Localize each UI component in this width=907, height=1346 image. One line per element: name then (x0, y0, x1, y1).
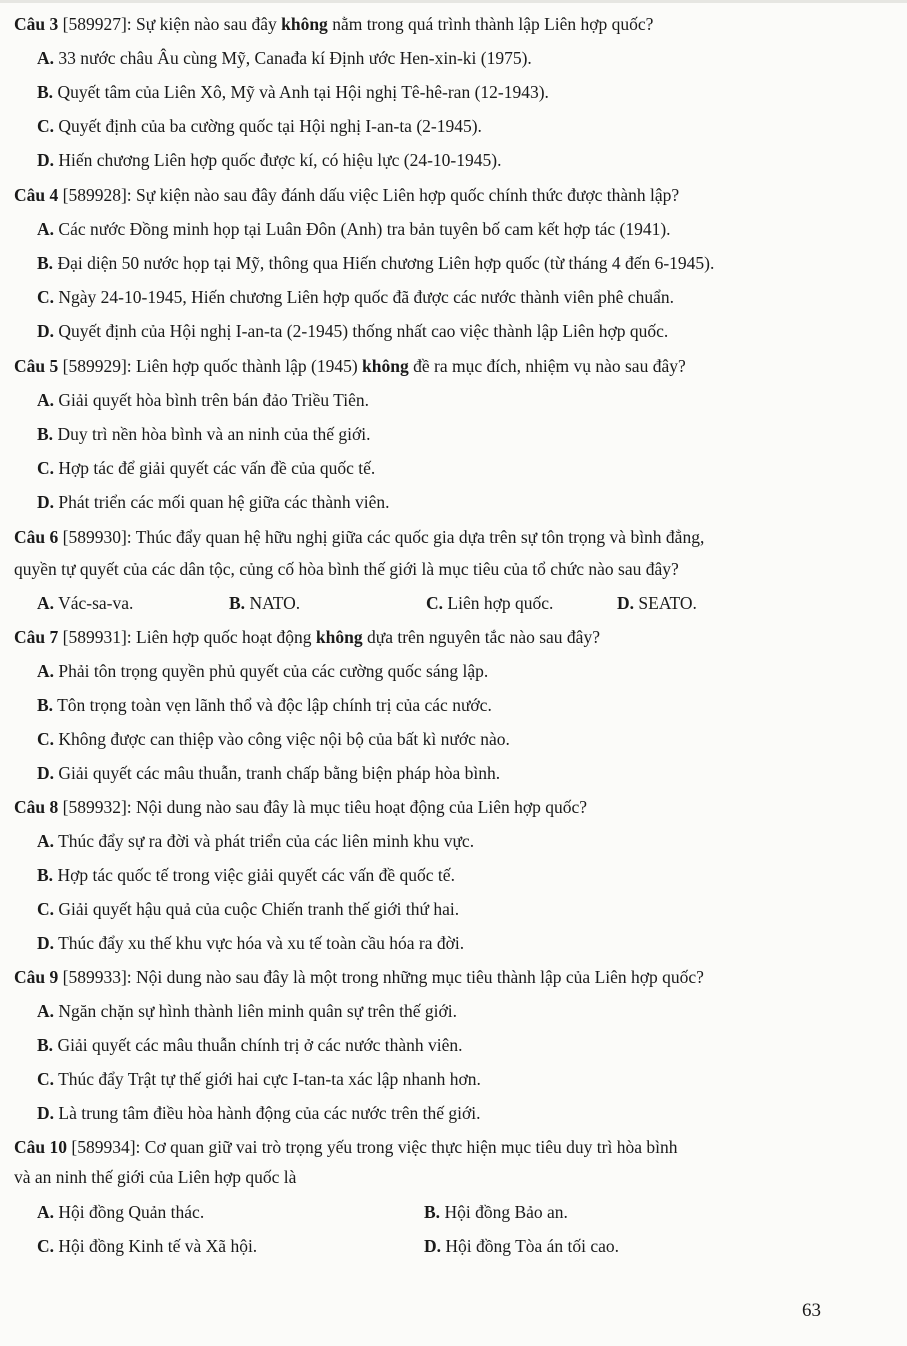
option-c (37, 728, 510, 750)
option-label: A. (37, 390, 55, 410)
option-label: C. (37, 1069, 55, 1089)
option-label: B. (37, 424, 54, 444)
option-d (37, 1102, 480, 1124)
option-text: Giải quyết hòa bình trên bán đảo Triều Tiên. (54, 390, 369, 410)
question-number: Câu 9 (14, 967, 59, 987)
option-b (229, 592, 300, 614)
option-a (37, 830, 474, 852)
option-d (37, 320, 668, 342)
option-a (37, 1201, 204, 1223)
question-6 (14, 526, 704, 548)
option-a (37, 592, 133, 614)
question-text: [589928]: Sự kiện nào sau đây đánh dấu việc Liên hợp quốc chính thức được thành lập? (58, 185, 680, 205)
option-label: B. (229, 593, 246, 613)
option-c (37, 1235, 257, 1257)
option-c (37, 898, 459, 920)
option-c (37, 286, 674, 308)
option-a (37, 47, 532, 69)
option-text: Đại diện 50 nước họp tại Mỹ, thông qua Hiến chương Liên hợp quốc (từ tháng 4 đến 6-1945). (53, 253, 715, 273)
option-label: C. (37, 899, 55, 919)
option-label: B. (37, 82, 54, 102)
option-label: D. (37, 763, 55, 783)
question-number: Câu 7 (14, 627, 59, 647)
option-b (37, 864, 455, 886)
question-9 (14, 966, 704, 988)
option-c (37, 457, 375, 479)
top-border (0, 0, 907, 3)
option-a (37, 218, 671, 240)
option-a (37, 660, 488, 682)
option-label: D. (37, 1103, 55, 1123)
page-number: 63 (802, 1300, 821, 1321)
option-label: D. (37, 492, 55, 512)
question-text: dựa trên nguyên tắc nào sau đây? (362, 627, 600, 647)
option-label: A. (37, 593, 55, 613)
option-b (37, 252, 714, 274)
emphasis: không (362, 356, 409, 376)
option-text: Giải quyết các mâu thuẫn chính trị ở các nước thành viên. (53, 1035, 463, 1055)
option-text: Hiến chương Liên hợp quốc được kí, có hiệu lực (24-10-1945). (54, 150, 502, 170)
option-label: C. (37, 116, 55, 136)
question-number: Câu 3 (14, 14, 59, 34)
question-text: [589930]: Thúc đẩy quan hệ hữu nghị giữa các quốc gia dựa trên sự tôn trọng và bình đẳng, (58, 527, 705, 547)
option-label: D. (424, 1236, 442, 1256)
option-text: Tôn trọng toàn vẹn lãnh thổ và độc lập chính trị của các nước. (53, 695, 492, 715)
option-label: C. (426, 593, 444, 613)
option-text: Thúc đẩy Trật tự thế giới hai cực I-tan-ta xác lập nhanh hơn. (54, 1069, 481, 1089)
question-8 (14, 796, 587, 818)
option-text: SEATO. (634, 593, 697, 613)
question-text: nằm trong quá trình thành lập Liên hợp quốc? (327, 14, 654, 34)
option-label: A. (37, 831, 55, 851)
option-a (37, 389, 369, 411)
question-6-continued (14, 558, 679, 580)
question-text: [589931]: Liên hợp quốc hoạt động (58, 627, 316, 647)
option-text: Giải quyết hậu quả của cuộc Chiến tranh thế giới thứ hai. (54, 899, 460, 919)
option-text: Quyết định của ba cường quốc tại Hội nghị I-an-ta (2-1945). (54, 116, 482, 136)
question-number: Câu 10 (14, 1137, 67, 1157)
option-text: Phải tôn trọng quyền phủ quyết của các cường quốc sáng lập. (54, 661, 489, 681)
emphasis: không (281, 14, 328, 34)
option-label: A. (37, 1202, 55, 1222)
option-d (37, 149, 501, 171)
emphasis: không (315, 627, 363, 647)
question-text: quyền tự quyết của các dân tộc, củng cố hòa bình thế giới là mục tiêu của tổ chức nào sau đây? (14, 559, 679, 579)
option-a (37, 1000, 457, 1022)
option-b (37, 1034, 463, 1056)
question-5 (14, 355, 686, 377)
option-text: Quyết tâm của Liên Xô, Mỹ và Anh tại Hội nghị Tê-hê-ran (12-1943). (53, 82, 549, 102)
option-text: Liên hợp quốc. (443, 593, 554, 613)
option-text: Hội đồng Tòa án tối cao. (441, 1236, 620, 1256)
question-text: và an ninh thế giới của Liên hợp quốc là (14, 1167, 297, 1187)
question-4 (14, 184, 679, 206)
question-text: đề ra mục đích, nhiệm vụ nào sau đây? (408, 356, 686, 376)
option-text: NATO. (245, 593, 301, 613)
option-text: Các nước Đồng minh họp tại Luân Đôn (Anh) tra bản tuyên bố cam kết hợp tác (1941). (54, 219, 671, 239)
option-label: C. (37, 1236, 55, 1256)
option-label: A. (37, 219, 55, 239)
question-10 (14, 1136, 677, 1158)
option-d (424, 1235, 619, 1257)
option-label: D. (37, 933, 55, 953)
option-text: Là trung tâm điều hòa hành động của các nước trên thế giới. (54, 1103, 481, 1123)
option-label: D. (617, 593, 635, 613)
option-text: Hợp tác quốc tế trong việc giải quyết các vấn đề quốc tế. (53, 865, 455, 885)
option-text: Duy trì nền hòa bình và an ninh của thế giới. (53, 424, 371, 444)
option-b (424, 1201, 568, 1223)
option-d (37, 491, 390, 513)
option-text: Ngăn chặn sự hình thành liên minh quân sự trên thế giới. (54, 1001, 457, 1021)
option-text: Hội đồng Bảo an. (440, 1202, 568, 1222)
question-text: [589927]: Sự kiện nào sau đây (58, 14, 282, 34)
question-10-continued (14, 1166, 296, 1188)
option-text: Không được can thiệp vào công việc nội bộ của bất kì nước nào. (54, 729, 510, 749)
option-b (37, 423, 370, 445)
option-text: Hội đồng Kinh tế và Xã hội. (54, 1236, 258, 1256)
option-label: D. (37, 321, 55, 341)
question-number: Câu 5 (14, 356, 59, 376)
question-text: [589932]: Nội dung nào sau đây là mục tiêu hoạt động của Liên hợp quốc? (58, 797, 588, 817)
question-number: Câu 8 (14, 797, 59, 817)
option-text: Ngày 24-10-1945, Hiến chương Liên hợp quốc đã được các nước thành viên phê chuẩn. (54, 287, 674, 307)
option-text: Hợp tác để giải quyết các vấn đề của quốc tế. (54, 458, 376, 478)
option-label: A. (37, 48, 55, 68)
option-text: Vác-sa-va. (54, 593, 134, 613)
question-text: [589934]: Cơ quan giữ vai trò trọng yếu trong việc thực hiện mục tiêu duy trì hòa bình (67, 1137, 678, 1157)
option-label: A. (37, 661, 55, 681)
option-d (37, 762, 500, 784)
option-text: Thúc đẩy xu thế khu vực hóa và xu tế toàn cầu hóa ra đời. (54, 933, 465, 953)
option-d (617, 592, 697, 614)
option-label: B. (37, 865, 54, 885)
option-text: Hội đồng Quản thác. (54, 1202, 205, 1222)
option-c (37, 1068, 481, 1090)
question-7 (14, 626, 600, 648)
option-label: C. (37, 458, 55, 478)
option-b (37, 694, 492, 716)
option-label: B. (424, 1202, 441, 1222)
option-label: A. (37, 1001, 55, 1021)
question-3 (14, 13, 653, 35)
option-b (37, 81, 549, 103)
option-text: Thúc đẩy sự ra đời và phát triển của các liên minh khu vực. (54, 831, 475, 851)
question-text: [589929]: Liên hợp quốc thành lập (1945) (58, 356, 363, 376)
option-label: C. (37, 729, 55, 749)
option-label: B. (37, 1035, 54, 1055)
option-text: Quyết định của Hội nghị I-an-ta (2-1945) thống nhất cao việc thành lập Liên hợp quốc. (54, 321, 669, 341)
option-label: B. (37, 253, 54, 273)
option-label: C. (37, 287, 55, 307)
question-number: Câu 4 (14, 185, 59, 205)
question-text: [589933]: Nội dung nào sau đây là một trong những mục tiêu thành lập của Liên hợp quốc? (58, 967, 704, 987)
question-number: Câu 6 (14, 527, 59, 547)
option-text: Giải quyết các mâu thuẫn, tranh chấp bằng biện pháp hòa bình. (54, 763, 501, 783)
option-c (426, 592, 553, 614)
option-c (37, 115, 482, 137)
option-label: B. (37, 695, 54, 715)
option-text: Phát triển các mối quan hệ giữa các thành viên. (54, 492, 390, 512)
option-label: D. (37, 150, 55, 170)
option-d (37, 932, 464, 954)
option-text: 33 nước châu Âu cùng Mỹ, Canađa kí Định ước Hen-xin-ki (1975). (54, 48, 532, 68)
